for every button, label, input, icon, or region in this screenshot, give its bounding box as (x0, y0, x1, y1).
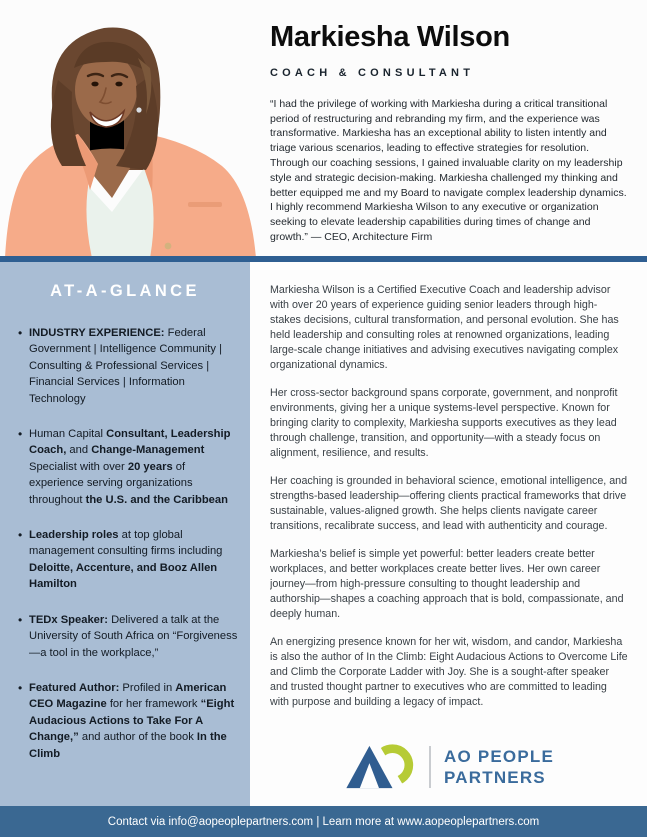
logo-wordmark-line1: AO PEOPLE (444, 747, 554, 766)
at-a-glance-panel (0, 262, 250, 806)
bio-paragraph: Markiesha Wilson is a Certified Executive Coach and leadership advisor with over 20 years of experience guiding senior leaders through high-stakes decisions, cultural transformation, and personal evolution. She has held leadership and consulting roles at renowned organizations, leading large-scale change initiatives and advising executives navigating complex organizational dynamics. (270, 284, 619, 371)
at-a-glance-item: • Leadership roles at top global management consulting firms including Deloitte, Accenture, and Booz Allen Hamilton (29, 527, 238, 593)
footer-contact-text[interactable]: Contact via info@aopeoplepartners.com | Learn more at www.aopeoplepartners.com (107, 815, 540, 828)
bio-main (270, 262, 628, 740)
at-a-glance-list (29, 325, 238, 762)
logo-wordmark (444, 746, 554, 788)
bio-paragraph: An energizing presence known for her wit, wisdom, and candor, Markiesha is also the author of In the Climb: Eight Audacious Actions to Overcome Life and Climb the Corporate Ladder with Joy. She is a sought-after speaker and trusted thought partner to executives who are committed to leading with purpose and building a legacy of impact. (270, 636, 628, 708)
portrait-photo (0, 14, 260, 256)
bio-paragraph: Her coaching is grounded in behavioral science, emotional intelligence, and strengths-based leadership—offering clients practical frameworks that drive sustainable, values-aligned growth. She helps clients navigate career transitions, recalibrate success, and lead with authenticity and courage. (270, 474, 628, 532)
at-a-glance-item: • INDUSTRY EXPERIENCE: Federal Government | Intelligence Community | Consulting & Professional Services | Financial Services | Information Technology (29, 325, 238, 407)
person-title: COACH & CONSULTANT (270, 66, 475, 79)
footer-bar (0, 806, 647, 837)
logo-divider (429, 746, 431, 788)
bio-paragraph: Her cross-sector background spans corporate, government, and nonprofit environments, giving her a unique systems-level perspective. Known for bringing clarity to complexity, Markiesha supports executives as they lead through challenge, transition, and opportunity—with a steady focus on alignment, resilience, and results. (270, 386, 618, 459)
portrait-illustration (0, 14, 260, 258)
at-a-glance-item: • TEDx Speaker: Delivered a talk at the University of South Africa on “Forgiveness—a tool in the workplace,” (29, 612, 238, 661)
bio-paragraph: Markiesha’s belief is simple yet powerful: better leaders create better workplaces, and better workplaces create better lives. Her own career journey—from high-pressure consulting to thought leadership and authorship—shapes a coaching approach that is bold, compassionate, and deeply human. (270, 548, 624, 620)
at-a-glance-item: • Human Capital Consultant, Leadership Coach, and Change-Management Specialist with over 20 years of experience serving organizations throughout the U.S. and the Caribbean (29, 426, 238, 508)
at-a-glance-heading: AT-A-GLANCE (50, 282, 200, 300)
at-a-glance-item: • Featured Author: Profiled in American CEO Magazine for her framework “Eight Audacious Actions to Take For A Change,” and author of the book In the Climb (29, 680, 238, 762)
logo-wordmark-line2: PARTNERS (444, 768, 546, 787)
testimonial-quote: “I had the privilege of working with Markiesha during a critical transitional period of restructuring and rebranding my firm, and the experience was transformative. Markiesha has an exceptional ability to listen intently and triage various scenarios, leading to effective strategies for resolution. Through our coaching sessions, I gained invaluable clarity on my leadership style and strategic decision-making. Markiesha challenged my thinking and better equipped me and my Board to navigate complex leadership dynamics. I highly recommend Markiesha Wilson to any executive or organization seeking to elevate leadership capabilities during times of change and growth.” — CEO, Architecture Firm (270, 97, 627, 244)
ao-logo-icon (344, 742, 416, 792)
hero-section (0, 0, 647, 256)
person-name: Markiesha Wilson (270, 21, 510, 53)
hero-text-block (270, 22, 628, 245)
company-logo (270, 741, 628, 793)
